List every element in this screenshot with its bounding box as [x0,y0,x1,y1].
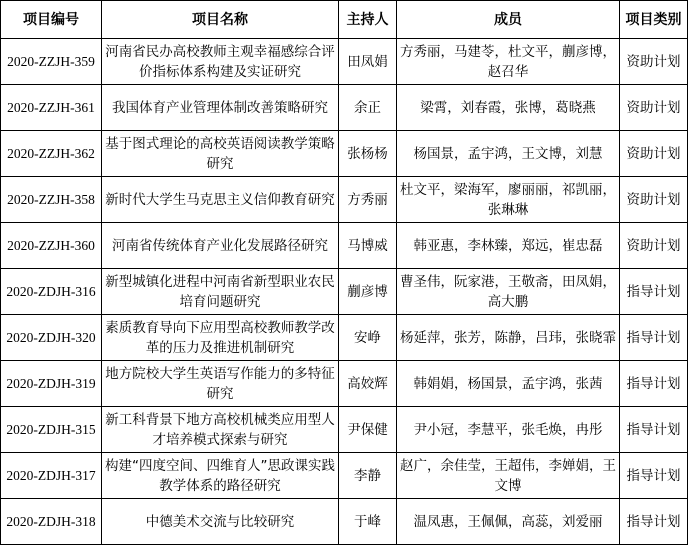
members-cell: 杜文平，梁海军，廖丽丽，祁凯丽，张琳琳 [397,177,620,223]
project-id-cell: 2020-ZZJH-361 [1,85,102,131]
type-cell: 指导计划 [620,315,688,361]
host-cell: 马博威 [339,223,397,269]
table-row [1,269,688,315]
project-name-cell: 地方院校大学生英语写作能力的多特征研究 [102,361,339,407]
host-cell: 于峰 [339,499,397,545]
header-host: 主持人 [339,1,397,39]
type-cell: 资助计划 [620,177,688,223]
project-name-cell: 中德美术交流与比较研究 [102,499,339,545]
table-row [1,453,688,499]
type-cell: 指导计划 [620,269,688,315]
table-row [1,39,688,85]
header-row [1,1,688,39]
table-row [1,85,688,131]
header-name: 项目名称 [102,1,339,39]
project-name-cell: 新工科背景下地方高校机械类应用型人才培养模式探索与研究 [102,407,339,453]
host-cell: 尹保健 [339,407,397,453]
host-cell: 田凤娟 [339,39,397,85]
project-name-cell: 基于图式理论的高校英语阅读教学策略研究 [102,131,339,177]
project-id-cell: 2020-ZZJH-362 [1,131,102,177]
project-id-cell: 2020-ZDJH-315 [1,407,102,453]
members-cell: 方秀丽，马建苓，杜文平，蒯彦博，赵召华 [397,39,620,85]
type-cell: 资助计划 [620,131,688,177]
members-cell: 杨延萍，张芳，陈静，吕玮，张晓霏 [397,315,620,361]
type-cell: 资助计划 [620,85,688,131]
header-members: 成员 [397,1,620,39]
members-cell: 曹圣伟，阮家港，王敬斋，田凤娟，高大鹏 [397,269,620,315]
project-id-cell: 2020-ZZJH-360 [1,223,102,269]
table-row [1,315,688,361]
project-id-cell: 2020-ZDJH-318 [1,499,102,545]
project-name-cell: 河南省传统体育产业化发展路径研究 [102,223,339,269]
type-cell: 资助计划 [620,39,688,85]
table-row [1,131,688,177]
project-name-cell: 我国体育产业管理体制改善策略研究 [102,85,339,131]
members-cell: 尹小冠，李慧平，张毛焕，冉彤 [397,407,620,453]
table-row [1,223,688,269]
host-cell: 安峥 [339,315,397,361]
type-cell: 指导计划 [620,453,688,499]
host-cell: 李静 [339,453,397,499]
project-name-cell: 河南省民办高校教师主观幸福感综合评价指标体系构建及实证研究 [102,39,339,85]
table-row [1,499,688,545]
members-cell: 梁霄，刘春霞，张博，葛晓燕 [397,85,620,131]
members-cell: 杨国景，孟宇鸿，王文博，刘慧 [397,131,620,177]
project-id-cell: 2020-ZZJH-358 [1,177,102,223]
members-cell: 温凤惠，王佩佩，高蕊，刘爱丽 [397,499,620,545]
host-cell: 余正 [339,85,397,131]
project-id-cell: 2020-ZZJH-359 [1,39,102,85]
project-name-cell: 素质教育导向下应用型高校教师教学改革的压力及推进机制研究 [102,315,339,361]
project-id-cell: 2020-ZDJH-320 [1,315,102,361]
project-id-cell: 2020-ZDJH-316 [1,269,102,315]
type-cell: 资助计划 [620,223,688,269]
project-name-cell: 新型城镇化进程中河南省新型职业农民培育问题研究 [102,269,339,315]
table-row [1,361,688,407]
host-cell: 蒯彦博 [339,269,397,315]
members-cell: 韩亚惠，李林臻，郑远，崔忠磊 [397,223,620,269]
project-name-cell: 新时代大学生马克思主义信仰教育研究 [102,177,339,223]
type-cell: 指导计划 [620,361,688,407]
host-cell: 张杨杨 [339,131,397,177]
members-cell: 韩娟娟，杨国景，孟宇鸿，张茜 [397,361,620,407]
header-id: 项目编号 [1,1,102,39]
project-id-cell: 2020-ZDJH-317 [1,453,102,499]
type-cell: 指导计划 [620,407,688,453]
project-name-cell: 构建“四度空间、四维育人”思政课实践教学体系的路径研究 [102,453,339,499]
host-cell: 高姣辉 [339,361,397,407]
table-row [1,407,688,453]
header-type: 项目类别 [620,1,688,39]
table-row [1,177,688,223]
type-cell: 指导计划 [620,499,688,545]
members-cell: 赵广，余佳莹，王超伟，李婵娟，王文博 [397,453,620,499]
host-cell: 方秀丽 [339,177,397,223]
project-id-cell: 2020-ZDJH-319 [1,361,102,407]
